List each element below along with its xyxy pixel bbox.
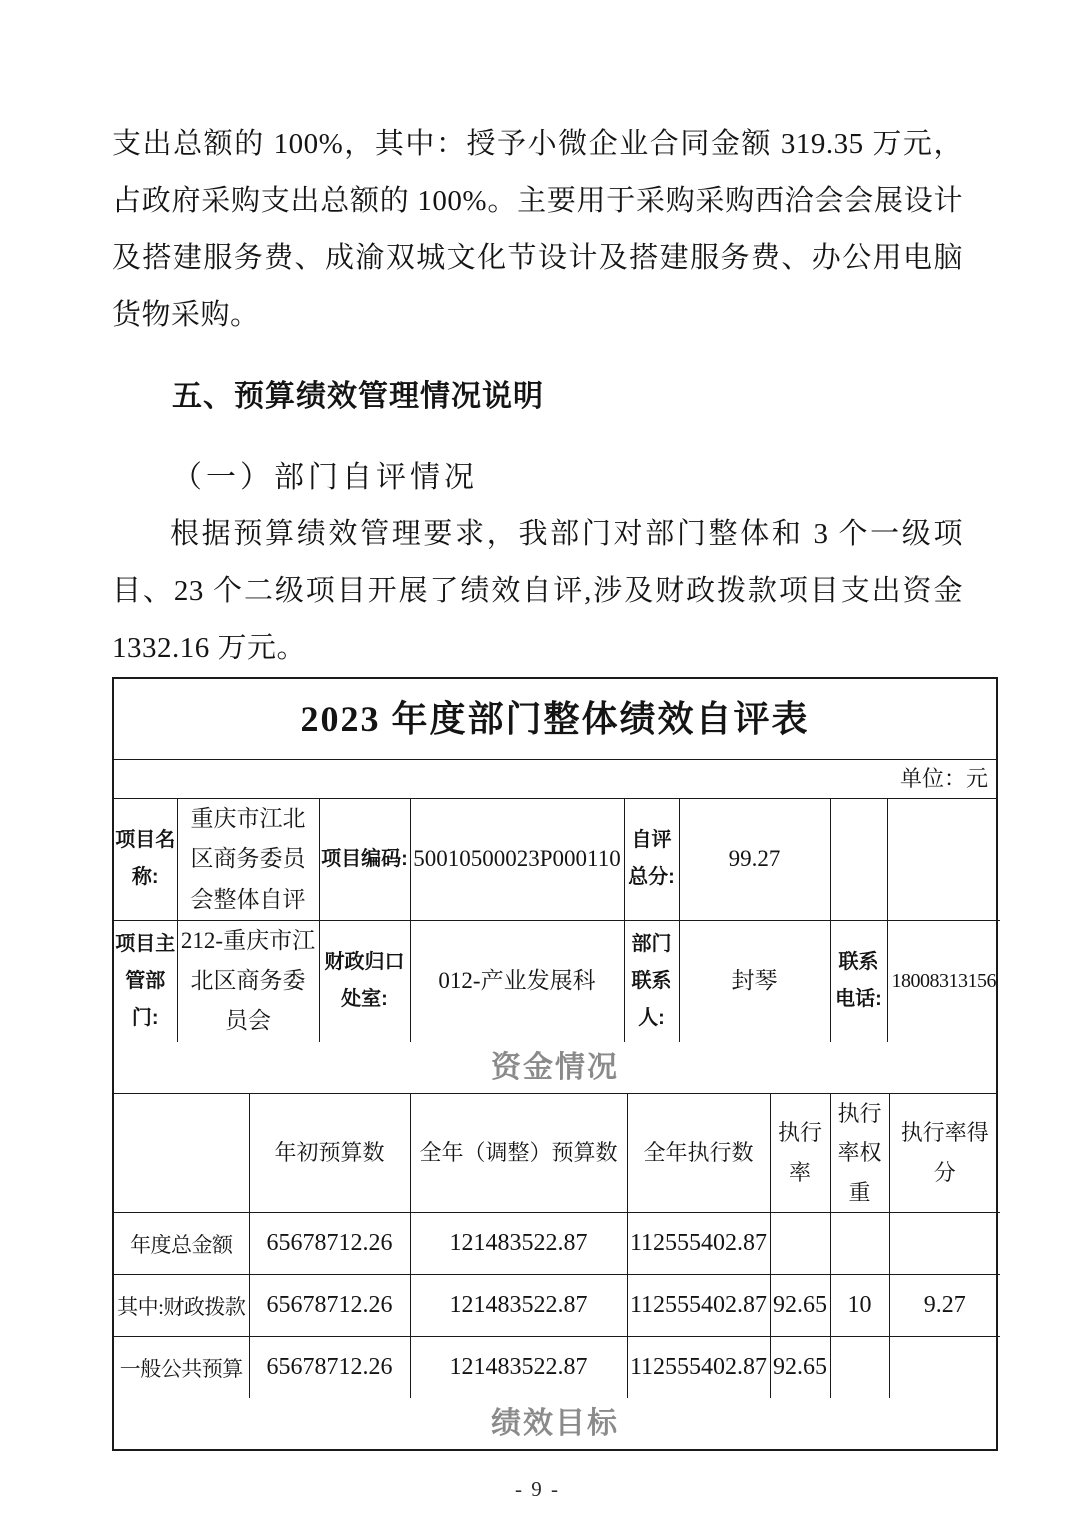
page-number: - 9 - <box>515 1477 560 1502</box>
empty-cell <box>830 799 887 920</box>
funding-table <box>114 1094 1000 1399</box>
project-info-table <box>114 799 1000 1042</box>
self-score-value: 99.27 <box>679 799 830 920</box>
funding-row-general-public-budget <box>114 1337 1000 1399</box>
section-heading: 五、预算绩效管理情况说明 <box>172 380 544 413</box>
self-evaluation-report-table <box>112 677 998 1451</box>
funding-row-annual-total <box>114 1213 1000 1275</box>
general-executed: 112555402.87 <box>627 1337 770 1399</box>
competent-dept-value: 212-重庆市江北区商务委员会 <box>177 920 319 1041</box>
funding-header-row <box>114 1094 1000 1213</box>
self-score-label: 自评总分: <box>624 799 679 920</box>
general-rate-weight <box>830 1337 889 1399</box>
competent-dept-label: 项目主管部门: <box>114 920 177 1041</box>
fiscal-rate-weight: 10 <box>830 1275 889 1337</box>
col-header-rate-weight: 执行率权重 <box>830 1094 889 1213</box>
funding-row-fiscal-appropriation <box>114 1275 1000 1337</box>
general-adjusted-budget: 121483522.87 <box>410 1337 627 1399</box>
annual-total-rate-weight <box>830 1213 889 1275</box>
targets-section-header: 绩效目标 <box>491 1407 619 1441</box>
project-code-label: 项目编码: <box>319 799 410 920</box>
finance-office-label: 财政归口处室: <box>319 920 410 1041</box>
col-header-executed: 全年执行数 <box>627 1094 770 1213</box>
general-rate-score <box>889 1337 1000 1399</box>
finance-office-value: 012-产业发展科 <box>410 920 624 1041</box>
table-unit-label: 单位：元 <box>114 760 996 799</box>
funding-section-header: 资金情况 <box>114 1042 996 1094</box>
annual-total-adjusted-budget: 121483522.87 <box>410 1213 627 1275</box>
fiscal-execution-rate: 92.65 <box>770 1275 830 1337</box>
paragraph-procurement: 支出总额的 100%，其中：授予小微企业合同金额 319.35 万元，占政府采购支出总额的 100%。主要用于采购采购西洽会会展设计及搭建服务费、成渝双城文化节设计及搭建服务费、办公用电脑货物采购。 <box>112 128 963 331</box>
row-label-annual-total: 年度总金额 <box>114 1213 249 1275</box>
project-name-value: 重庆市江北区商务委员会整体自评 <box>177 799 319 920</box>
annual-total-executed: 112555402.87 <box>627 1213 770 1275</box>
col-header-execution-rate: 执行率 <box>770 1094 830 1213</box>
contact-person-value: 封琴 <box>679 920 830 1041</box>
row-label-general-public-budget: 一般公共预算 <box>114 1337 249 1399</box>
fiscal-initial-budget: 65678712.26 <box>249 1275 410 1337</box>
general-initial-budget: 65678712.26 <box>249 1337 410 1399</box>
contact-phone-label: 联系电话: <box>830 920 887 1041</box>
table-row <box>114 799 1000 920</box>
fiscal-rate-score: 9.27 <box>889 1275 1000 1337</box>
project-name-label: 项目名称: <box>114 799 177 920</box>
contact-phone-value: 18008313156 <box>887 920 1000 1041</box>
empty-cell <box>887 799 1000 920</box>
general-execution-rate: 92.65 <box>770 1337 830 1399</box>
col-header-initial-budget: 年初预算数 <box>249 1094 410 1213</box>
col-header-rate-score: 执行率得分 <box>889 1094 1000 1213</box>
table-title: 2023 年度部门整体绩效自评表 <box>114 679 996 760</box>
col-header-adjusted-budget: 全年（调整）预算数 <box>410 1094 627 1213</box>
annual-total-rate-score <box>889 1213 1000 1275</box>
project-code-value: 50010500023P000110 <box>410 799 624 920</box>
fiscal-adjusted-budget: 121483522.87 <box>410 1275 627 1337</box>
table-row <box>114 920 1000 1041</box>
funding-header-blank <box>114 1094 249 1213</box>
row-label-fiscal-appropriation: 其中:财政拨款 <box>114 1275 249 1337</box>
subsection-heading: （一）部门自评情况 <box>172 461 478 494</box>
contact-person-label: 部门联系人: <box>624 920 679 1041</box>
paragraph-self-eval: 根据预算绩效管理要求，我部门对部门整体和 3 个一级项目、23 个二级项目开展了绩效自评,涉及财政拨款项目支出资金 1332.16 万元。 <box>112 518 963 664</box>
fiscal-executed: 112555402.87 <box>627 1275 770 1337</box>
annual-total-execution-rate <box>770 1213 830 1275</box>
annual-total-initial-budget: 65678712.26 <box>249 1213 410 1275</box>
